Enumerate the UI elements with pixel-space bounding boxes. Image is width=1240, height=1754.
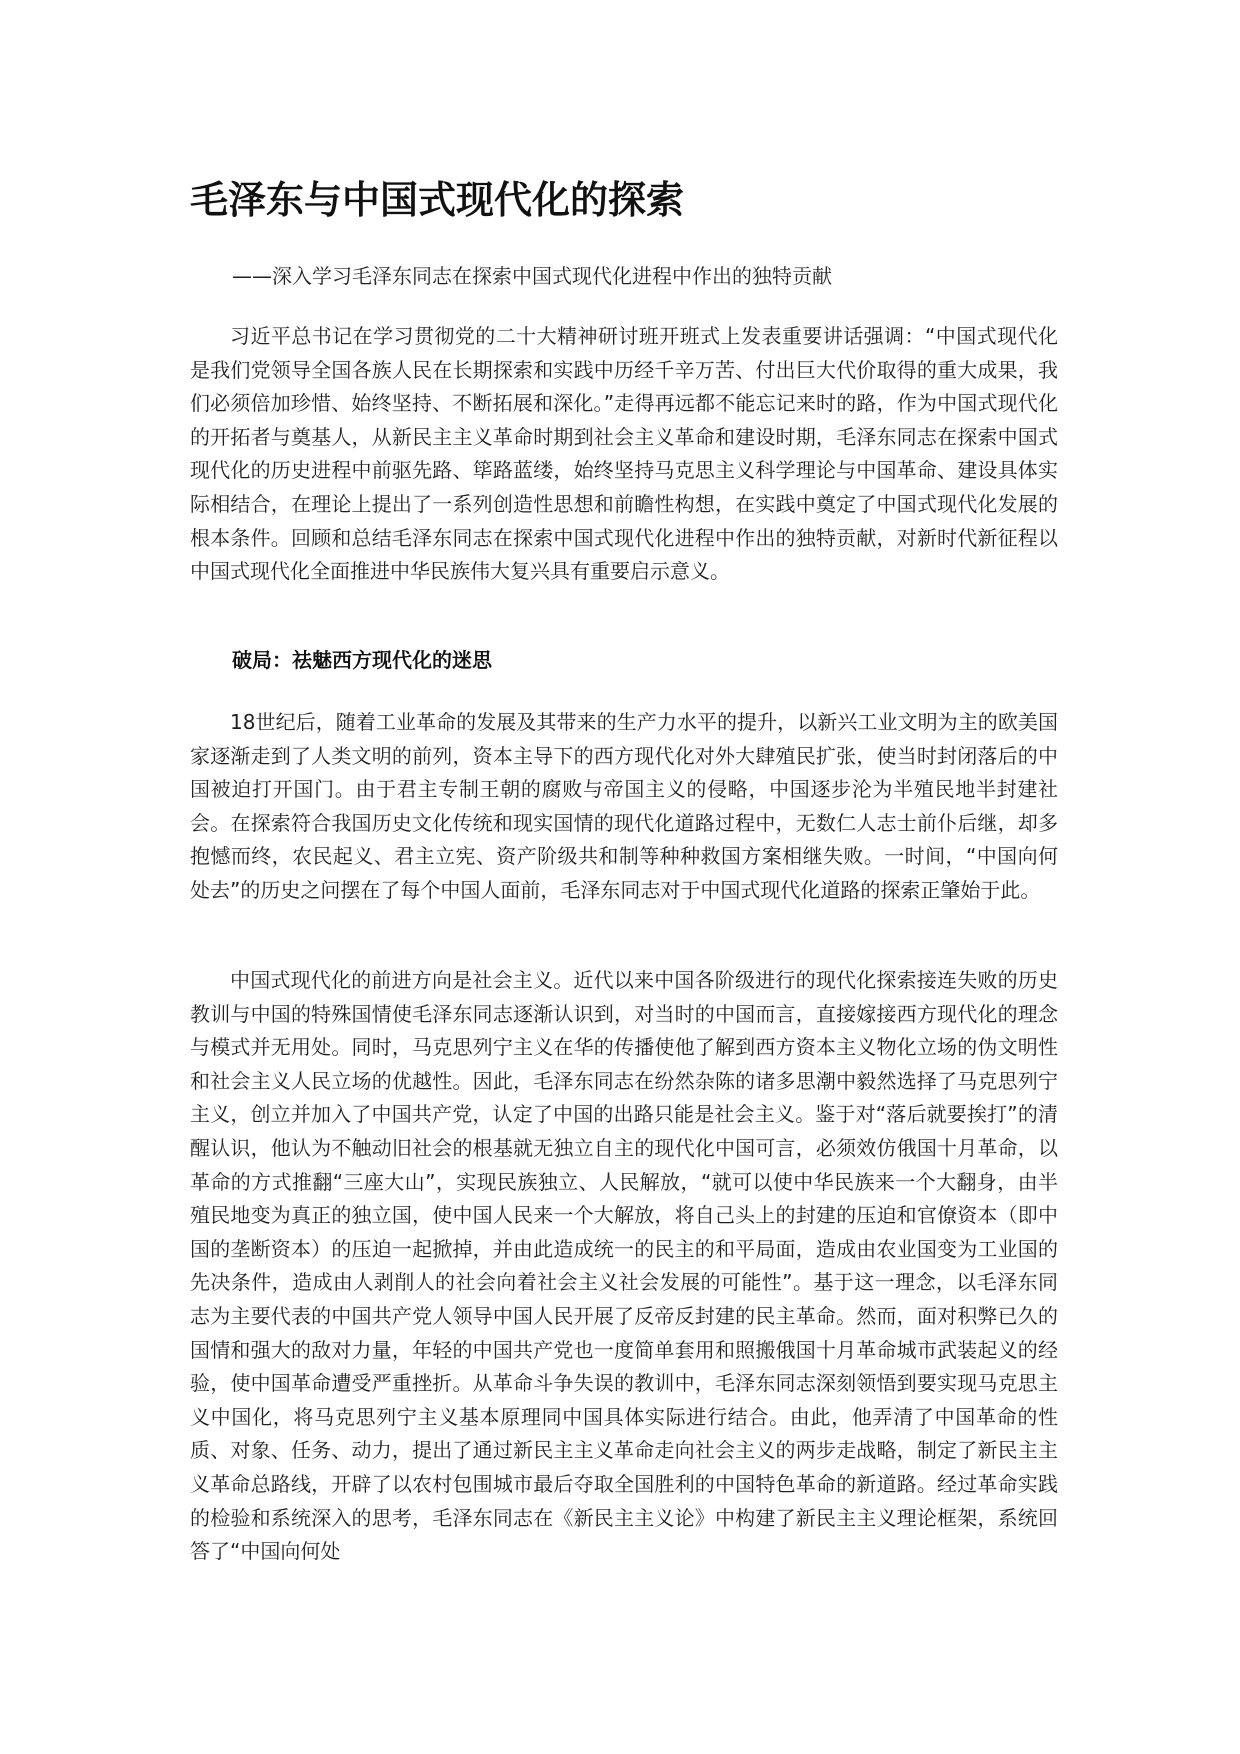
body-paragraph-1: 18世纪后，随着工业革命的发展及其带来的生产力水平的提升，以新兴工业文明为主的欧美国家逐渐走到了人类文明的前列，资本主导下的西方现代化对外大肆殖民扩张，使当时封闭落后的中国被迫打开国门。由于君主专制王朝的腐败与帝国主义的侵略，中国逐步沦为半殖民地半封建社会。在探索符合我国历史文化传统和现实国情的现代化道路过程中，无数仁人志士前仆后继，却多抱憾而终，农民起义、君主立宪、资产阶级共和制等种种救国方案相继失败。一时间，“中国向何处去”的历史之问摆在了每个中国人面前，毛泽东同志对于中国式现代化道路的探索正肇始于此。 [190, 710, 1058, 902]
body-paragraph-2: 中国式现代化的前进方向是社会主义。近代以来中国各阶级进行的现代化探索接连失败的历史教训与中国的特殊国情使毛泽东同志逐渐认识到，对当时的中国而言，直接嫁接西方现代化的理念与模式并无用处。同时，马克思列宁主义在华的传播使他了解到西方资本主义物化立场的伪文明性和社会主义人民立场的优越性。因此，毛泽东同志在纷然杂陈的诸多思潮中毅然选择了马克思列宁主义，创立并加入了中国共产党，认定了中国的出路只能是社会主义。鉴于对“落后就要挨打”的清醒认识，他认为不触动旧社会的根基就无独立自主的现代化中国可言，必须效仿俄国十月革命，以革命的方式推翻“三座大山”，实现民族独立、人民解放，“就可以使中华民族来一个大翻身，由半殖民地变为真正的独立国，使中国人民来一个大解放，将自己头上的封建的压迫和官僚资本（即中国的垄断资本）的压迫一起掀掉，并由此造成统一的民主的和平局面，造成由农业国变为工业国的先决条件，造成由人剥削人的社会向着社会主义社会发展的可能性”。基于这一理念，以毛泽东同志为主要代表的中国共产党人领导中国人民开展了反帝反封建的民主革命。然而，面对积弊已久的国情和强大的敌对力量，年轻的中国共产党也一度简单套用和照搬俄国十月革命城市武装起义的经验，使中国革命遭受严重挫折。从革命斗争失误的教训中，毛泽东同志深刻领悟到要实现马克思主义中国化，将马克思列宁主义基本原理同中国具体实际进行结合。由此，他弄清了中国革命的性质、对象、任务、动力，提出了通过新民主主义革命走向社会主义的两步走战略，制定了新民主主义革命总路线，开辟了以农村包围城市最后夺取全国胜利的中国特色革命的新道路。经过革命实践的检验和系统深入的思考，毛泽东同志在《新民主主义论》中构建了新民主主义理论框架，系统回答了“中国向何处 [190, 968, 1058, 1564]
article-subtitle: ——深入学习毛泽东同志在探索中国式现代化进程中作出的独特贡献 [232, 264, 832, 288]
article-title: 毛泽东与中国式现代化的探索 [190, 178, 685, 222]
intro-paragraph: 习近平总书记在学习贯彻党的二十大精神研讨班开班式上发表重要讲话强调：“中国式现代化是我们党领导全国各族人民在长期探索和实践中历经千辛万苦、付出巨大代价取得的重大成果，我们必须倍加珍惜、始终坚持、不断拓展和深化。”走得再远都不能忘记来时的路，作为中国式现代化的开拓者与奠基人，从新民主主义革命时期到社会主义革命和建设时期，毛泽东同志在探索中国式现代化的历史进程中前驱先路、筚路蓝缕，始终坚持马克思主义科学理论与中国革命、建设具体实际相结合，在理论上提出了一系列创造性思想和前瞻性构想，在实践中奠定了中国式现代化发展的根本条件。回顾和总结毛泽东同志在探索中国式现代化进程中作出的独特贡献，对新时代新征程以中国式现代化全面推进中华民族伟大复兴具有重要启示意义。 [190, 324, 1058, 584]
section-heading: 破局：祛魅西方现代化的迷思 [232, 648, 492, 672]
